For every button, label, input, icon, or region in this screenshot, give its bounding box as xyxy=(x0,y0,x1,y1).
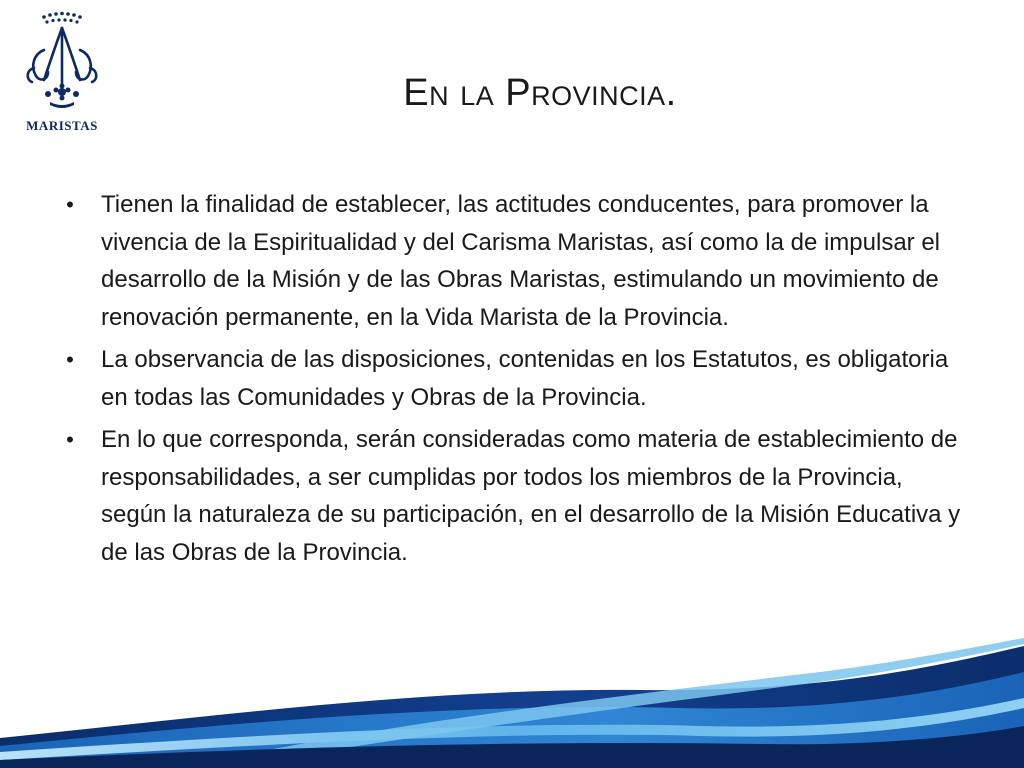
bullet-item xyxy=(60,186,970,336)
slide-title: En la Provincia. xyxy=(403,72,677,114)
decorative-wave xyxy=(0,628,1024,768)
bullet-list xyxy=(60,186,970,576)
bullet-text: La observancia de las disposiciones, contenidas en los Estatutos, es obligatoria en todas las Comunidades y Obras de la Provincia. xyxy=(101,346,949,411)
bullet-glyph: • xyxy=(66,427,74,452)
bullet-glyph: • xyxy=(66,347,74,372)
bullet-glyph: • xyxy=(66,192,74,217)
bullet-item xyxy=(60,421,970,571)
bullet-text: En lo que corresponda, serán consideradas como materia de establecimiento de responsabilidades, a ser cumplidas por todos los miembros de la Provincia, según la naturaleza de su participación, en el desarrollo de la Misión Educativa y de las Obras de la Provincia. xyxy=(101,426,961,566)
bullet-text: Tienen la finalidad de establecer, las actitudes conducentes, para promover la vivencia de la Espiritualidad y del Carisma Maristas, así como la de impulsar el desarrollo de la Misión y de las Obras Maristas, estimulando un movimiento de renovación permanente, en la Vida Marista de la Provincia. xyxy=(101,191,941,331)
maristas-logo xyxy=(14,10,110,140)
logo-text: MARISTAS xyxy=(26,118,98,133)
maristas-monogram-icon xyxy=(20,10,104,118)
bullet-item xyxy=(60,341,970,416)
